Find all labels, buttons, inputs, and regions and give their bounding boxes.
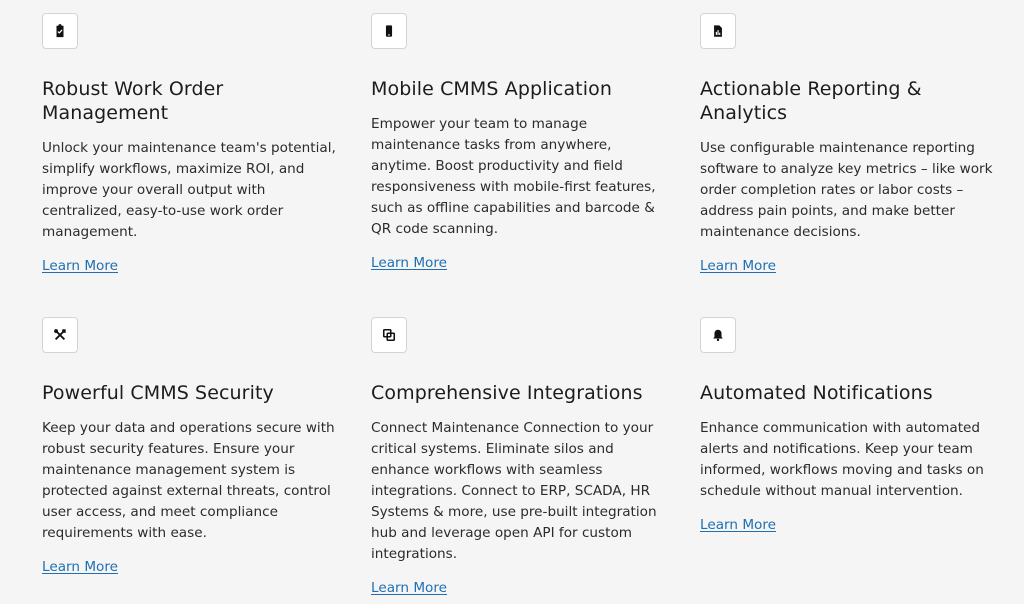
feature-card-reporting	[700, 13, 1000, 275]
feature-title: Powerful CMMS Security	[42, 382, 274, 404]
feature-title: Automated Notifications	[700, 382, 933, 404]
learn-more-link[interactable]: Learn More	[42, 258, 119, 274]
feature-title: Actionable Reporting & Analytics	[700, 78, 922, 124]
bell-icon	[700, 317, 736, 353]
feature-description: Connect Maintenance Connection to your critical systems. Eliminate silos and enhance workflows with seamless integrations. Connect to ERP, SCADA, HR Systems & more, use pre-built integration hub and leverage open API for custom integrations.	[371, 420, 657, 562]
feature-card-work-order	[42, 13, 342, 275]
report-chart-icon	[700, 13, 736, 49]
learn-more-link[interactable]: Learn More	[42, 559, 119, 575]
clipboard-check-icon	[42, 13, 78, 49]
feature-description: Unlock your maintenance team's potential, simplify workflows, maximize ROI, and improve your overall output with centralized, easy-to-use work order management.	[42, 140, 336, 240]
learn-more-link[interactable]: Learn More	[371, 580, 448, 596]
feature-card-notifications	[700, 317, 1000, 534]
feature-description: Empower your team to manage maintenance tasks from anywhere, anytime. Boost productivity and field responsiveness with mobile-first features, such as offline capabilities and barcode & QR code scanning.	[371, 116, 656, 237]
feature-description: Enhance communication with automated alerts and notifications. Keep your team informed, workflows moving and tasks on schedule without manual intervention.	[700, 420, 984, 499]
feature-card-mobile	[371, 13, 671, 272]
feature-description: Keep your data and operations secure with robust security features. Ensure your maintenance management system is protected against external threats, control user access, and meet compliance requirements with ease.	[42, 420, 335, 541]
integration-squares-icon	[371, 317, 407, 353]
feature-title: Robust Work Order Management	[42, 78, 224, 124]
feature-description: Use configurable maintenance reporting software to analyze key metrics – like work order completion rates or labor costs – address pain points, and make better maintenance decisions.	[700, 140, 993, 240]
feature-card-integrations	[371, 317, 671, 597]
feature-card-security	[42, 317, 342, 576]
feature-title: Mobile CMMS Application	[371, 78, 612, 100]
tools-icon	[42, 317, 78, 353]
learn-more-link[interactable]: Learn More	[371, 255, 448, 271]
learn-more-link[interactable]: Learn More	[700, 517, 777, 533]
mobile-phone-icon	[371, 13, 407, 49]
learn-more-link[interactable]: Learn More	[700, 258, 777, 274]
feature-title: Comprehensive Integrations	[371, 382, 643, 404]
